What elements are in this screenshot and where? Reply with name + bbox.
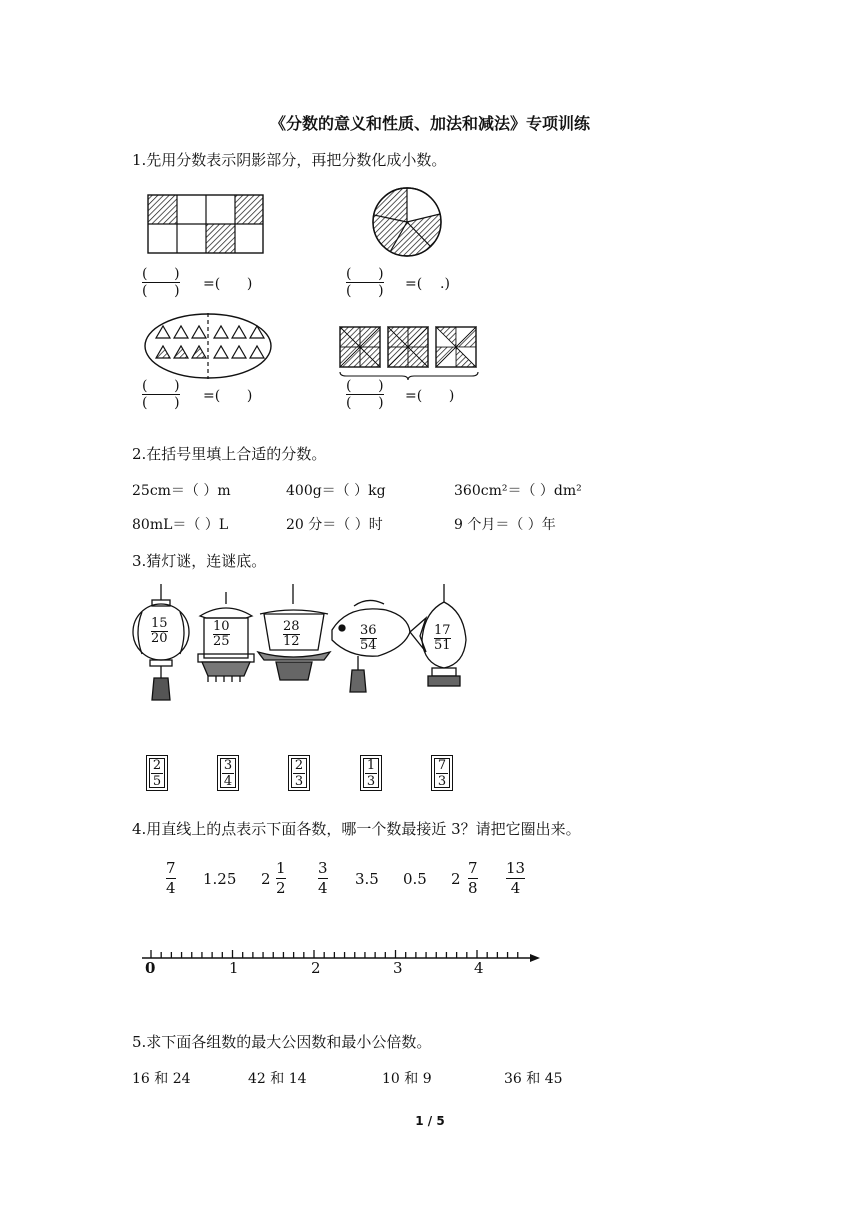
- shaded-triangle: [156, 346, 170, 358]
- axis-label-1: 1: [229, 959, 239, 977]
- answer-decimal-3: =( ): [203, 388, 253, 404]
- question-1-prompt: 1.先用分数表示阴影部分，再把分数化成小数。: [132, 151, 447, 169]
- triangle: [156, 326, 170, 338]
- conversion-item: 360cm²＝（ ）dm²: [454, 483, 582, 499]
- answer-box: 2 3: [288, 755, 310, 791]
- triangle: [214, 346, 228, 358]
- shaded-triangle: [174, 346, 188, 358]
- triangle: [192, 326, 206, 338]
- answer-decimal-1: =( ): [203, 276, 253, 292]
- answer-fraction-1: ( ) ( ): [142, 266, 180, 299]
- answer-decimal-2: =( .): [405, 276, 450, 292]
- number-2-1-2: 1 2: [276, 859, 286, 897]
- triangle: [232, 346, 246, 358]
- lantern-fraction: 17 51: [434, 623, 451, 653]
- mixed-whole: 2: [451, 870, 461, 888]
- question-4-prompt: 4.用直线上的点表示下面各数，哪一个数最接近 3？请把它圈出来。: [132, 820, 581, 838]
- question-5-prompt: 5.求下面各组数的最大公因数和最小公倍数。: [132, 1033, 432, 1051]
- number-13-4: 13 4: [506, 859, 526, 897]
- number-pair: 42 和 14: [248, 1071, 307, 1087]
- number-1-25: 1.25: [203, 870, 237, 888]
- mixed-whole: 2: [261, 870, 271, 888]
- page-title: 《分数的意义和性质、加法和减法》专项训练: [269, 114, 590, 133]
- number-line: [138, 940, 548, 980]
- lanterns-figure: [128, 582, 473, 710]
- number-pair: 16 和 24: [132, 1071, 191, 1087]
- question-2-prompt: 2.在括号里填上合适的分数。: [132, 445, 327, 463]
- lantern-fraction: 28 12: [283, 619, 300, 649]
- answer-fraction-3: ( ) ( ): [142, 378, 180, 411]
- page-number: 1 / 5: [415, 1114, 445, 1128]
- axis-label-0: 0: [145, 959, 156, 977]
- answer-decimal-4: =( ): [405, 388, 455, 404]
- conversion-item: 25cm＝（ ）m: [132, 483, 231, 499]
- triangle: [174, 326, 188, 338]
- number-3-5: 3.5: [355, 870, 379, 888]
- answer-box: 7 3: [431, 755, 453, 791]
- triangle: [232, 326, 246, 338]
- axis-label-2: 2: [311, 959, 321, 977]
- shaded-circle-figure: [368, 183, 448, 263]
- squares-figure: [336, 322, 486, 382]
- lantern-fraction: 15 20: [151, 616, 168, 646]
- conversion-item: 20 分＝（ ）时: [286, 517, 383, 533]
- axis-label-4: 4: [474, 959, 484, 977]
- lantern-fraction: 36 54: [360, 623, 377, 653]
- number-pair: 36 和 45: [504, 1071, 563, 1087]
- number-pair: 10 和 9: [382, 1071, 432, 1087]
- number-0-5: 0.5: [403, 870, 427, 888]
- number-3-4: 3 4: [318, 859, 328, 897]
- lantern-fraction: 10 25: [213, 619, 230, 649]
- conversion-item: 400g＝（ ）kg: [286, 483, 386, 499]
- answer-box: 2 5: [146, 755, 168, 791]
- triangle: [250, 346, 264, 358]
- triangle: [250, 326, 264, 338]
- shaded-triangle: [192, 346, 206, 358]
- answer-fraction-4: ( ) ( ): [346, 378, 384, 411]
- conversion-item: 80mL＝（ ）L: [132, 517, 229, 533]
- answer-box: 3 4: [217, 755, 239, 791]
- conversion-item: 9 个月＝（ ）年: [454, 517, 556, 533]
- answer-box: 1 3: [360, 755, 382, 791]
- axis-label-3: 3: [393, 959, 403, 977]
- shaded-grid-figure: [140, 190, 270, 260]
- number-2-7-8: 7 8: [468, 859, 478, 897]
- answer-fraction-2: ( ) ( ): [346, 266, 384, 299]
- triangle: [214, 326, 228, 338]
- triangles-ellipse-figure: [142, 310, 277, 382]
- number-7-4: 7 4: [166, 859, 176, 897]
- question-3-prompt: 3.猜灯谜，连谜底。: [132, 552, 267, 570]
